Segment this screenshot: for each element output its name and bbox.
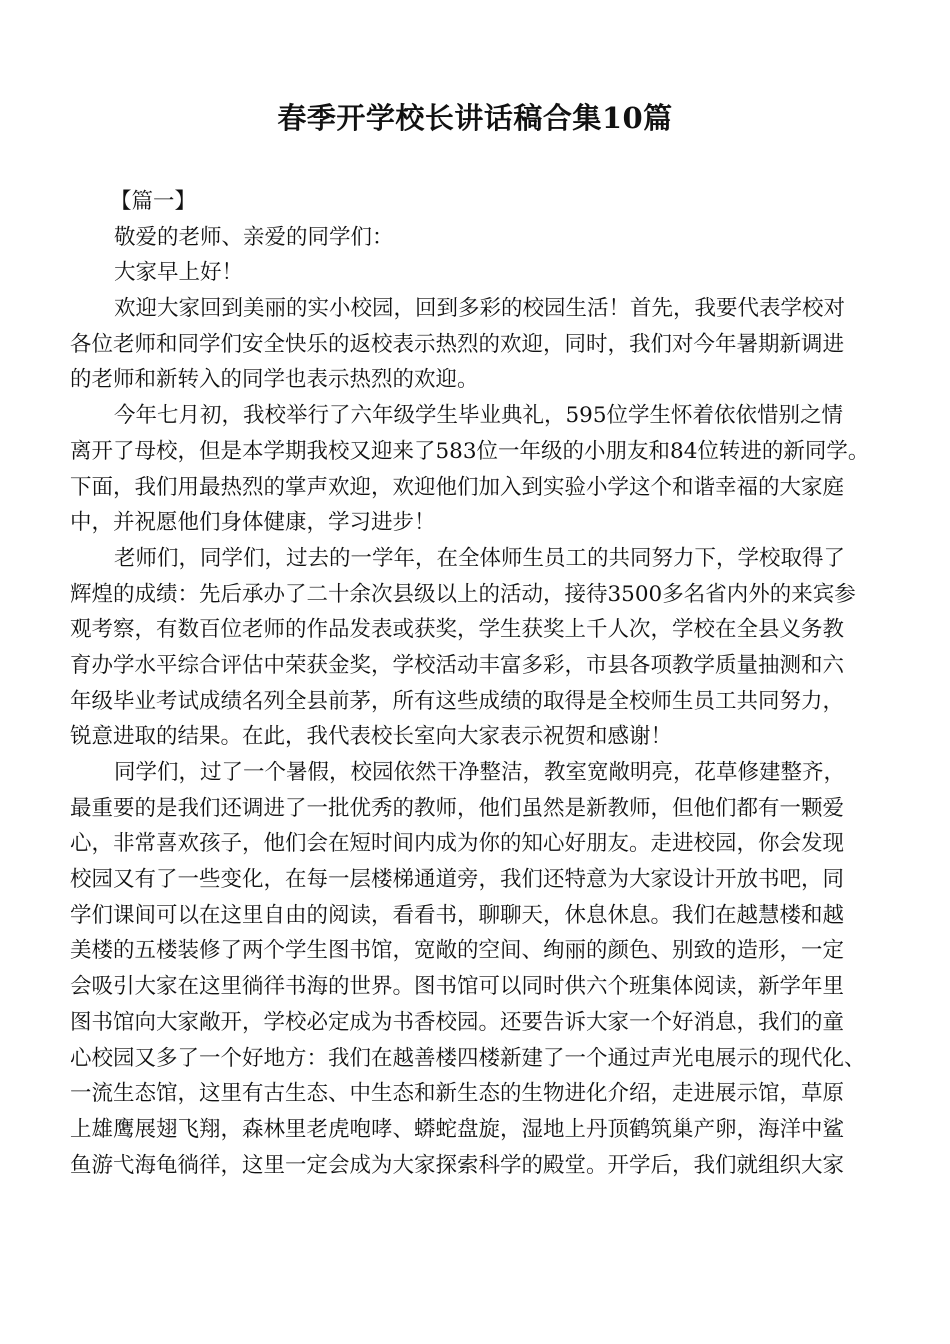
paragraph-line: 中，并祝愿他们身体健康，学习进步！ xyxy=(70,510,436,536)
paragraph-line: 一流生态馆，这里有古生态、中生态和新生态的生物进化介绍，走进展示馆，草原 xyxy=(70,1081,845,1107)
document-title: 春季开学校长讲话稿合集10篇 xyxy=(277,101,673,135)
paragraph-line: 欢迎大家回到美丽的实小校园，回到多彩的校园生活！首先，我要代表学校对 xyxy=(114,296,846,322)
paragraph-line: 下面，我们用最热烈的掌声欢迎，欢迎他们加入到实验小学这个和谐幸福的大家庭 xyxy=(70,474,845,500)
paragraph-line: 今年七月初，我校举行了六年级学生毕业典礼，595位学生怀着依依惜别之情 xyxy=(114,403,844,429)
paragraph-line: 育办学水平综合评估中荣获金奖，学校活动丰富多彩，市县各项教学质量抽测和六 xyxy=(70,652,845,678)
paragraph-line: 各位老师和同学们安全快乐的返校表示热烈的欢迎，同时，我们对今年暑期新调进 xyxy=(70,331,845,357)
paragraph-line: 老师们，同学们，过去的一学年，在全体师生员工的共同努力下，学校取得了 xyxy=(114,545,846,571)
paragraph-line: 图书馆向大家敞开，学校必定成为书香校园。还要告诉大家一个好消息，我们的童 xyxy=(70,1009,845,1035)
paragraph-line: 上雄鹰展翅飞翔，森林里老虎咆哮、蟒蛇盘旋，湿地上丹顶鹤筑巢产卵，海洋中鲨 xyxy=(70,1116,845,1142)
paragraph-line: 校园又有了一些变化，在每一层楼梯通道旁，我们还特意为大家设计开放书吧，同 xyxy=(70,867,845,893)
paragraph-line: 最重要的是我们还调进了一批优秀的教师，他们虽然是新教师，但他们都有一颗爱 xyxy=(70,795,845,821)
paragraph-line: 的老师和新转入的同学也表示热烈的欢迎。 xyxy=(70,367,479,393)
paragraph-line: 心校园又多了一个好地方：我们在越善楼四楼新建了一个通过声光电展示的现代化、 xyxy=(70,1045,866,1071)
paragraph-line: 心，非常喜欢孩子，他们会在短时间内成为你的知心好朋友。走进校园，你会发现 xyxy=(70,831,845,857)
paragraph-line: 锐意进取的结果。在此，我代表校长室向大家表示祝贺和感谢！ xyxy=(70,724,673,750)
paragraph-line: 鱼游弋海龟徜徉，这里一定会成为大家探索科学的殿堂。开学后，我们就组织大家 xyxy=(70,1152,845,1178)
salutation: 敬爱的老师、亲爱的同学们： xyxy=(114,224,394,250)
document-body xyxy=(70,184,890,1183)
paragraph-line: 同学们，过了一个暑假，校园依然干净整洁，教室宽敞明亮，花草修建整齐， xyxy=(114,760,846,785)
paragraph-line: 年级毕业考试成绩名列全县前茅，所有这些成绩的取得是全校师生员工共同努力， xyxy=(70,688,845,714)
paragraph-line: 辉煌的成绩：先后承办了二十余次县级以上的活动，接待3500多名省内外的来宾参 xyxy=(70,581,856,607)
paragraph-line: 学们课间可以在这里自由的阅读，看看书，聊聊天，休息休息。我们在越慧楼和越 xyxy=(70,902,845,928)
paragraph-line: 离开了母校，但是本学期我校又迎来了583位一年级的小朋友和84位转进的新同学。 xyxy=(70,438,870,464)
paragraph-line: 观考察，有数百位老师的作品发表或获奖，学生获奖上千人次，学校在全县义务教 xyxy=(70,617,845,643)
paragraph-line: 美楼的五楼装修了两个学生图书馆，宽敞的空间、绚丽的颜色、别致的造形，一定 xyxy=(70,938,845,964)
paragraph-line: 会吸引大家在这里徜徉书海的世界。图书馆可以同时供六个班集体阅读，新学年里 xyxy=(70,974,845,1000)
greeting: 大家早上好！ xyxy=(114,260,244,286)
section-heading: 【篇一】 xyxy=(110,189,197,214)
